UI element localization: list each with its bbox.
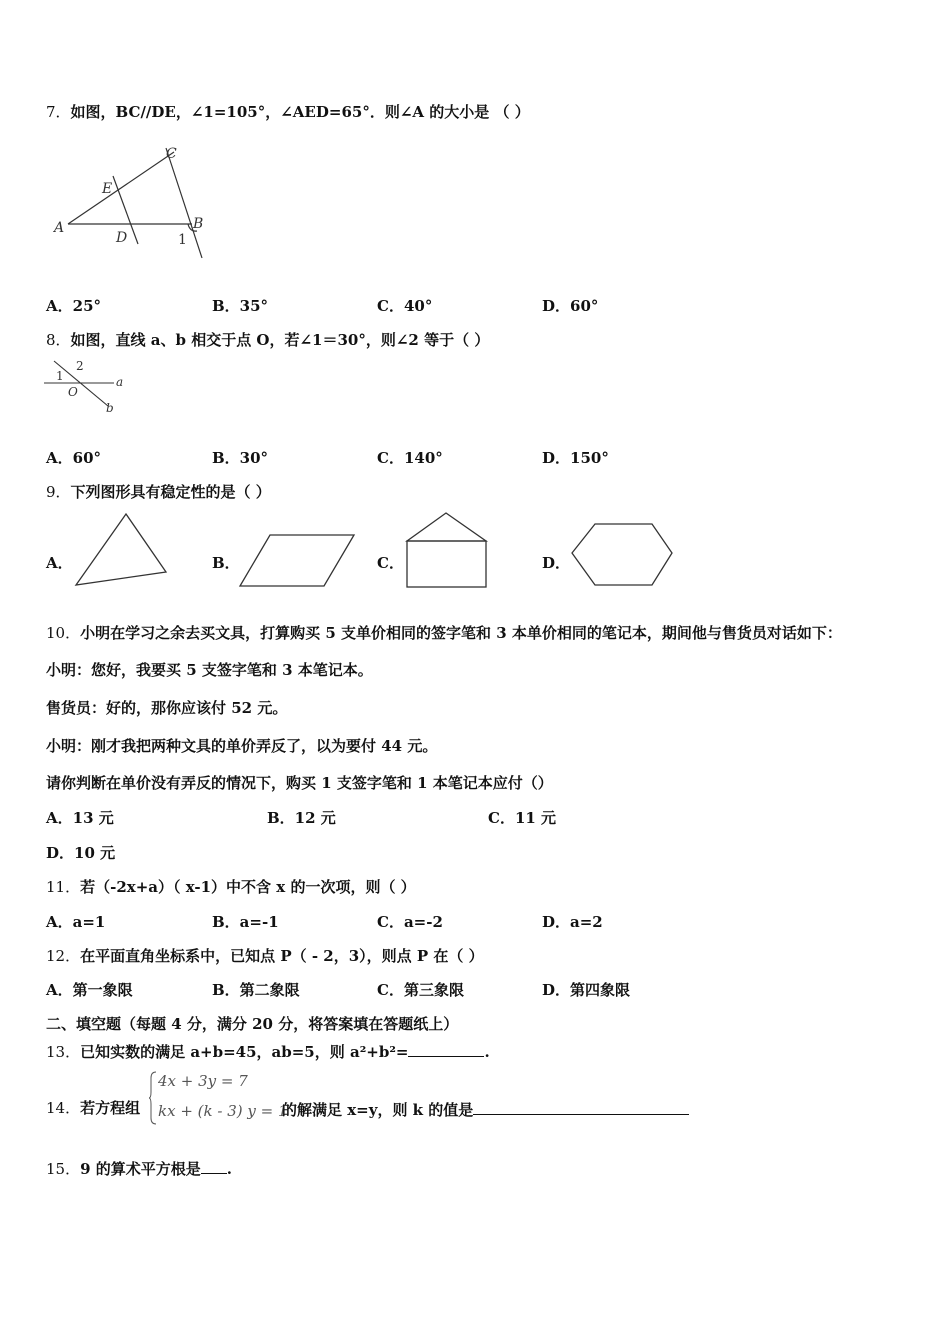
q9-option-d[interactable]: D． [542,554,571,572]
q7-option-d[interactable]: D．60° [542,297,599,315]
q13-stem [46,1040,490,1062]
q11-option-d[interactable]: D．a=2 [542,913,603,931]
q8-option-a[interactable]: A．60° [46,449,102,467]
q14-suffix-line [282,1098,689,1120]
q10-option-d[interactable]: D．10 元 [46,844,116,862]
q7-text: 如图，BC//DE，∠1=105°，∠AED=65°．则∠A 的大小是 （ ） [70,103,530,121]
q10-line-3: 售货员：好的，那你应该付 52 元。 [46,699,288,717]
q9-option-b[interactable]: B． [212,554,240,572]
triangle-shape[interactable] [74,512,170,588]
q7-option-c[interactable]: C．40° [377,297,433,315]
label-2: 2 [76,359,84,373]
q14-prefix: 若方程组 [80,1099,141,1117]
q11-number: 11． [46,878,81,896]
q7-figure [50,140,220,265]
q8-stem [46,330,489,350]
q12-option-b[interactable]: B．第二象限 [212,981,300,999]
q8-number: 8． [46,331,71,349]
q10-option-c[interactable]: C．11 元 [488,809,557,827]
q15-number: 15． [46,1160,81,1178]
q15-answer-blank[interactable] [201,1157,227,1174]
q14-suffix: 的解满足 x=y，则 k 的值是 [282,1101,474,1119]
q13-text: 已知实数的满足 a+b=45，ab=5，则 a²+b²= [80,1043,409,1061]
q14-prefix-line [46,1098,140,1118]
parallelogram-shape[interactable] [238,534,356,588]
q10-option-a[interactable]: A．13 元 [46,809,114,827]
q10-number: 10． [46,624,81,642]
q9-option-c[interactable]: C． [377,554,404,572]
q7-number: 7． [46,103,71,121]
q15-stem [46,1157,232,1179]
q10-option-b[interactable]: B．12 元 [267,809,336,827]
q11-text: 若（-2x+a）（ x-1）中不含 x 的一次项，则（ ） [80,878,416,896]
q8-text: 如图，直线 a、b 相交于点 O，若∠1＝30°，则∠2 等于（ ） [70,331,490,349]
q12-option-c[interactable]: C．第三象限 [377,981,464,999]
q12-option-d[interactable]: D．第四象限 [542,981,631,999]
q12-text: 在平面直角坐标系中，已知点 P（ - 2，3），则点 P 在（ ） [80,947,484,965]
label-1: 1 [56,369,64,383]
q7-option-b[interactable]: B．35° [212,297,269,315]
q14-answer-blank[interactable] [473,1098,689,1115]
label-e: E [102,181,113,197]
label-b: B [193,216,204,232]
label-c: C [166,146,177,162]
q10-line-1 [46,623,842,643]
q8-option-c[interactable]: C．140° [377,449,443,467]
house-shape[interactable] [405,512,489,589]
q9-text: 下列图形具有稳定性的是（ ） [70,483,271,501]
q8-figure [44,356,129,414]
q11-option-a[interactable]: A．a=1 [46,913,106,931]
label-o: O [68,385,78,399]
q15-tail: . [226,1160,232,1178]
q9-stem [46,482,271,502]
q12-number: 12． [46,947,81,965]
q9-number: 9． [46,483,71,501]
q15-text: 9 的算术平方根是 [80,1160,201,1178]
q11-option-b[interactable]: B．a=-1 [212,913,279,931]
q13-number: 13． [46,1043,81,1061]
q10-text-1: 小明在学习之余去买文具，打算购买 5 支单价相同的签字笔和 3 本单价相同的笔记本，期间他与售货员对话如下： [80,624,842,642]
q14-brace [148,1070,158,1126]
label-d: D [116,230,128,246]
q10-line-5: 请你判断在单价没有弄反的情况下，购买 1 支签字笔和 1 本笔记本应付（） [46,774,553,792]
q14-equation-1: 4x + 3y = 7 [158,1072,248,1090]
q9-option-a[interactable]: A． [46,554,73,572]
q14-equation-2: kx + (k - 3) y = 1 [158,1102,288,1120]
q11-option-c[interactable]: C．a=-2 [377,913,443,931]
q11-stem [46,877,416,897]
q13-tail: . [484,1043,490,1061]
label-line-b: b [106,401,114,414]
q8-option-b[interactable]: B．30° [212,449,269,467]
hexagon-shape[interactable] [570,522,674,588]
q14-number: 14． [46,1099,81,1117]
q10-line-4: 小明：刚才我把两种文具的单价弄反了，以为要付 44 元。 [46,737,438,755]
section-2-title: 二、填空题（每题 4 分，满分 20 分，将答案填在答题纸上） [46,1015,459,1033]
label-line-a: a [116,375,124,389]
q10-line-2: 小明：您好，我要买 5 支签字笔和 3 本笔记本。 [46,661,373,679]
q12-option-a[interactable]: A．第一象限 [46,981,133,999]
q7-stem [46,102,530,122]
q7-option-a[interactable]: A．25° [46,297,102,315]
q13-answer-blank[interactable] [408,1040,484,1057]
label-a: A [54,220,65,236]
label-1: 1 [178,232,187,248]
line-ac [68,152,174,224]
q8-option-d[interactable]: D．150° [542,449,609,467]
q12-stem [46,946,484,966]
